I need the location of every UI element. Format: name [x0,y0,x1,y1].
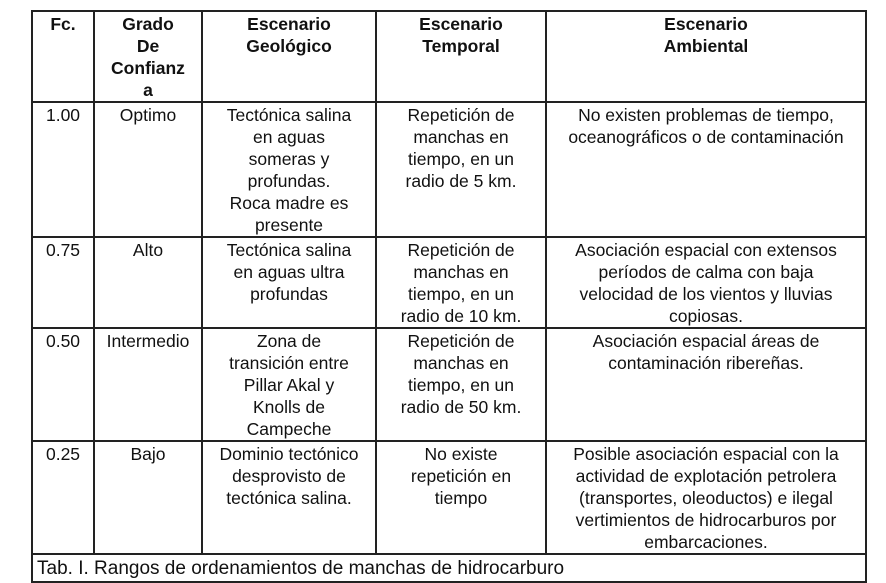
geologico-cell: Tectónica salina en aguas someras y profundas. Roca madre es presente [202,102,376,237]
grado-cell: Bajo [94,441,202,554]
fc-cell: 0.25 [32,441,94,554]
table-caption: Tab. I. Rangos de ordenamientos de manchas de hidrocarburo [32,554,866,582]
grado-cell: Optimo [94,102,202,237]
caption-row [32,554,866,582]
header-row [32,11,866,102]
fc-cell: 0.50 [32,328,94,441]
temporal-cell: Repetición de manchas en tiempo, en un radio de 10 km. [376,237,546,328]
table-row [32,237,866,328]
header-geologico: Escenario Geológico [202,11,376,102]
fc-cell: 0.75 [32,237,94,328]
geologico-cell: Zona de transición entre Pillar Akal y Knolls de Campeche [202,328,376,441]
temporal-cell: Repetición de manchas en tiempo, en un radio de 50 km. [376,328,546,441]
table-row [32,102,866,237]
ranking-table [31,10,867,583]
table-row [32,441,866,554]
temporal-cell: Repetición de manchas en tiempo, en un radio de 5 km. [376,102,546,237]
header-temporal: Escenario Temporal [376,11,546,102]
fc-cell: 1.00 [32,102,94,237]
temporal-cell: No existe repetición en tiempo [376,441,546,554]
grado-cell: Alto [94,237,202,328]
ambiental-cell: Asociación espacial áreas de contaminación ribereñas. [546,328,866,441]
geologico-cell: Tectónica salina en aguas ultra profundas [202,237,376,328]
grado-cell: Intermedio [94,328,202,441]
header-fc: Fc. [32,11,94,102]
ambiental-cell: No existen problemas de tiempo, oceanográficos o de contaminación [546,102,866,237]
header-grado: Grado De Confianz a [94,11,202,102]
table-row [32,328,866,441]
ambiental-cell: Asociación espacial con extensos períodos de calma con baja velocidad de los vientos y lluvias copiosas. [546,237,866,328]
header-ambiental: Escenario Ambiental [546,11,866,102]
ambiental-cell: Posible asociación espacial con la actividad de explotación petrolera (transportes, oleoductos) e ilegal vertimientos de hidrocarburos por embarcaciones. [546,441,866,554]
geologico-cell: Dominio tectónico desprovisto de tectónica salina. [202,441,376,554]
